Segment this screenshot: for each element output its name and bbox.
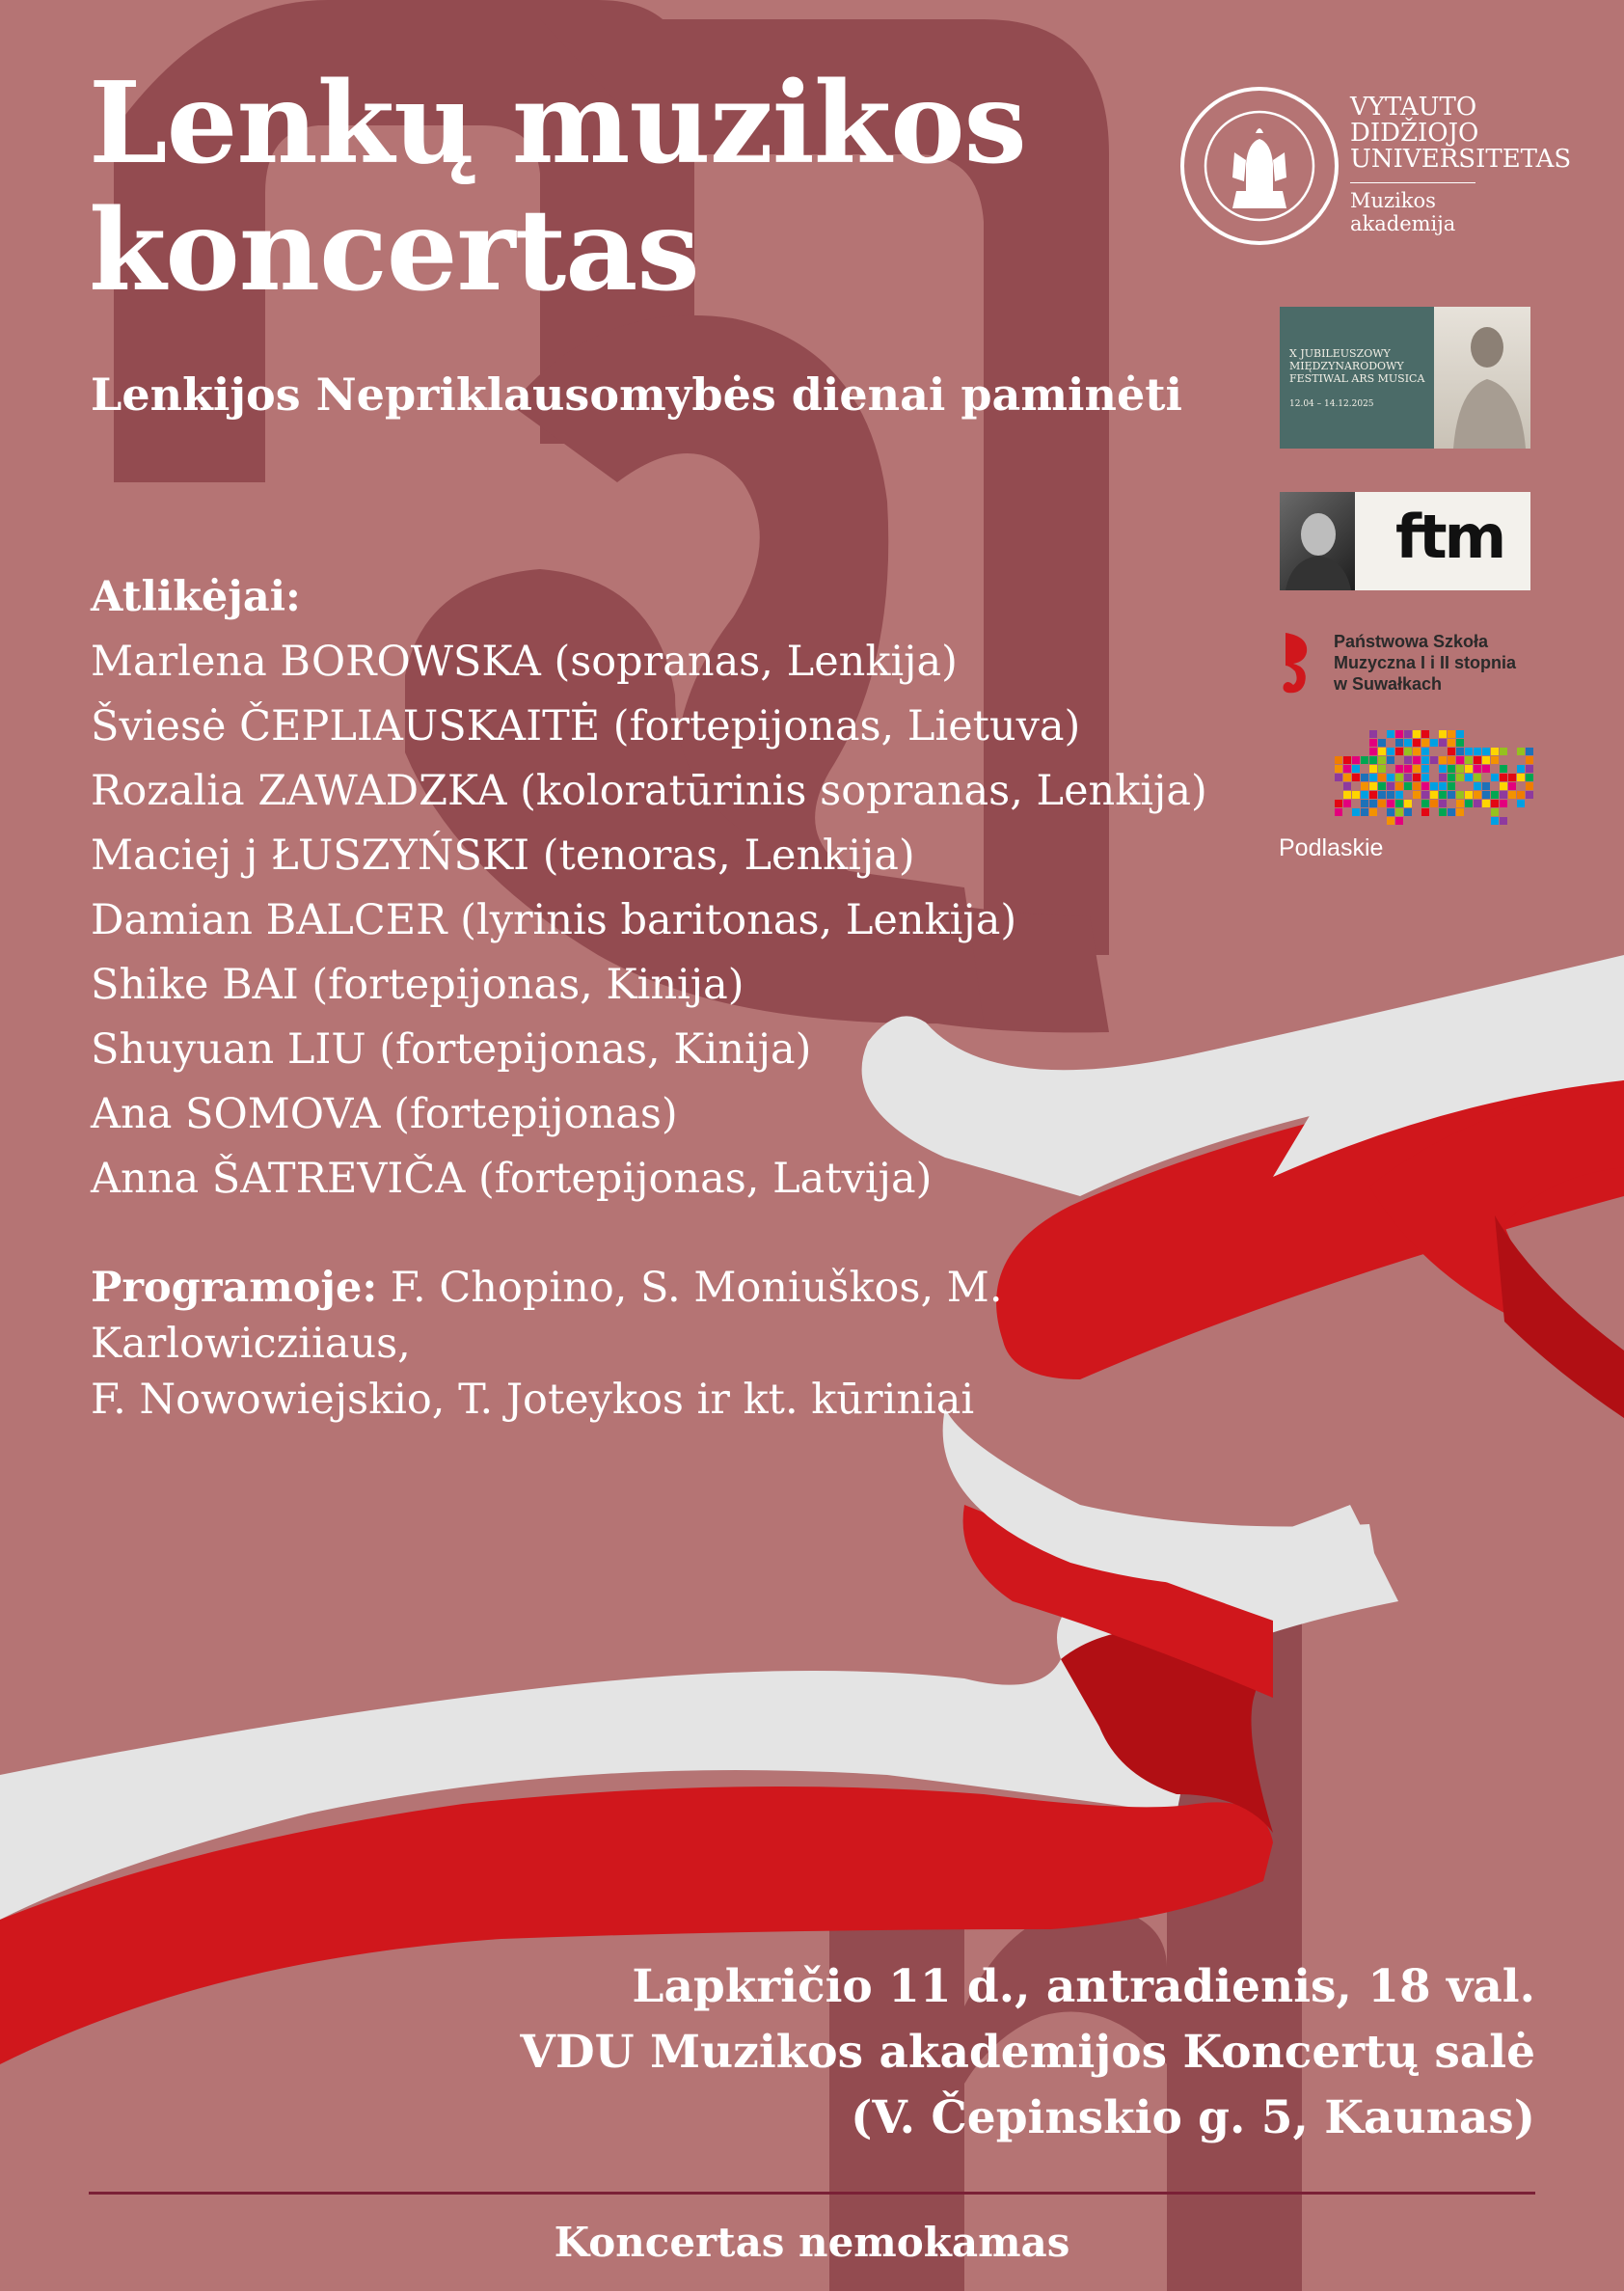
vdu-sub-2: akademija (1350, 212, 1456, 235)
mosaic-tile (1430, 791, 1438, 799)
mosaic-tile (1500, 791, 1507, 799)
mosaic-tile (1387, 817, 1394, 825)
mosaic-tile (1439, 774, 1447, 781)
mosaic-tile (1517, 800, 1525, 807)
ftm-mark: ftm (1395, 502, 1504, 572)
mosaic-tile (1404, 739, 1412, 747)
mosaic-tile (1439, 730, 1447, 738)
performer-item: Ana SOMOVA (fortepijonas) (91, 1090, 678, 1138)
mosaic-tile (1430, 800, 1438, 807)
mosaic-tile (1500, 782, 1507, 790)
mosaic-tile (1526, 782, 1533, 790)
mosaic-tile (1395, 774, 1403, 781)
mosaic-tile (1448, 756, 1455, 764)
mosaic-tile (1369, 800, 1377, 807)
mosaic-tile (1482, 782, 1490, 790)
mosaic-tile (1378, 756, 1386, 764)
mosaic-tile (1361, 774, 1368, 781)
mosaic-tile (1413, 791, 1421, 799)
podlaskie-wordmark: Podlaskie (1279, 834, 1384, 861)
mosaic-tile (1413, 782, 1421, 790)
vdu-logo-text (1350, 95, 1571, 235)
mosaic-tile (1378, 791, 1386, 799)
mosaic-tile (1413, 756, 1421, 764)
footer-note: Koncertas nemokamas (554, 2219, 1070, 2266)
event-datetime: Lapkričio 11 d., antradienis, 18 val. (632, 1960, 1535, 2013)
mosaic-tile (1395, 817, 1403, 825)
performer-item: Marlena BOROWSKA (sopranas, Lenkija) (91, 638, 958, 686)
vdu-seal-logo (1178, 85, 1340, 247)
mosaic-tile (1448, 748, 1455, 755)
mosaic-tile (1421, 765, 1429, 773)
mosaic-tile (1491, 774, 1499, 781)
program-line-2: F. Nowowiejskio, T. Joteykos ir kt. kūriniai (91, 1376, 975, 1424)
mosaic-tile (1343, 800, 1351, 807)
mosaic-tile (1343, 765, 1351, 773)
mosaic-tile (1491, 791, 1499, 799)
mosaic-tile (1413, 774, 1421, 781)
mosaic-tile (1421, 808, 1429, 816)
mosaic-tile (1404, 774, 1412, 781)
mosaic-tile (1421, 782, 1429, 790)
mosaic-tile (1404, 800, 1412, 807)
mosaic-tile (1526, 748, 1533, 755)
mosaic-tile (1526, 791, 1533, 799)
szkola-line-2: Muzyczna I i II stopnia (1334, 653, 1517, 672)
mosaic-tile (1369, 730, 1377, 738)
mosaic-tile (1335, 774, 1342, 781)
mosaic-tile (1387, 774, 1394, 781)
mosaic-tile (1404, 765, 1412, 773)
mosaic-tile (1465, 791, 1473, 799)
mosaic-tile (1491, 800, 1499, 807)
mosaic-tile (1465, 774, 1473, 781)
vdu-line-2: DIDŽIOJO (1350, 119, 1479, 148)
mosaic-tile (1456, 808, 1464, 816)
mosaic-tile (1526, 756, 1533, 764)
mosaic-tile (1474, 756, 1481, 764)
mosaic-tile (1395, 791, 1403, 799)
mosaic-tile (1343, 756, 1351, 764)
mosaic-tile (1343, 774, 1351, 781)
mosaic-tile (1448, 791, 1455, 799)
mosaic-tile (1491, 756, 1499, 764)
mosaic-tile (1448, 808, 1455, 816)
mosaic-tile (1439, 765, 1447, 773)
program-label: Programoje: (91, 1264, 378, 1312)
mosaic-tile (1500, 800, 1507, 807)
mosaic-tile (1369, 774, 1377, 781)
mosaic-tile (1352, 791, 1360, 799)
mosaic-tile (1413, 739, 1421, 747)
mosaic-tile (1421, 730, 1429, 738)
performer-item: Rozalia ZAWADZKA (koloratūrinis sopranas, Lenkija) (91, 767, 1207, 815)
mosaic-tile (1395, 782, 1403, 790)
performers-section (91, 565, 1207, 1212)
mosaic-tile (1500, 774, 1507, 781)
mosaic-tile (1448, 730, 1455, 738)
mosaic-tile (1448, 765, 1455, 773)
mosaic-tile (1517, 774, 1525, 781)
mosaic-tile (1439, 800, 1447, 807)
mosaic-tile (1430, 739, 1438, 747)
mosaic-tile (1387, 730, 1394, 738)
mosaic-tile (1500, 765, 1507, 773)
ars-musica-text (1289, 347, 1434, 385)
music-note-icon (1280, 627, 1314, 696)
mosaic-tile (1335, 800, 1342, 807)
mosaic-tile (1361, 756, 1368, 764)
mosaic-tile (1395, 730, 1403, 738)
mosaic-tile (1343, 782, 1351, 790)
portrait-photo (1280, 492, 1355, 590)
mosaic-tile (1361, 808, 1368, 816)
mosaic-tile (1395, 800, 1403, 807)
mosaic-tile (1343, 791, 1351, 799)
mosaic-tile (1413, 730, 1421, 738)
mosaic-tile (1517, 791, 1525, 799)
subtitle: Lenkijos Nepriklausomybės dienai paminėti (91, 368, 1182, 421)
podlaskie-logo (1279, 728, 1533, 863)
mosaic-tile (1378, 765, 1386, 773)
performers-heading: Atlikėjai: (91, 573, 301, 621)
mosaic-tile (1439, 739, 1447, 747)
mosaic-tile (1404, 730, 1412, 738)
mosaic-tile (1482, 756, 1490, 764)
program-line-1: F. Chopino, S. Moniuškos, M. Karlowicziiaus, (91, 1264, 1003, 1368)
mosaic-tile (1474, 800, 1481, 807)
performer-item: Damian BALCER (lyrinis baritonas, Lenkija) (91, 896, 1017, 944)
mosaic-tile (1500, 817, 1507, 825)
mosaic-tile (1361, 782, 1368, 790)
mosaic-tile (1491, 817, 1499, 825)
performer-item: Anna ŠATREVIČA (fortepijonas, Latvija) (91, 1155, 933, 1203)
performer-item: Shuyuan LIU (fortepijonas, Kinija) (91, 1025, 812, 1074)
performer-item: Shike BAI (fortepijonas, Kinija) (91, 961, 744, 1009)
mosaic-tile (1456, 800, 1464, 807)
mosaic-tile (1369, 791, 1377, 799)
music-school-logo (1280, 627, 1540, 696)
mosaic-tile (1361, 791, 1368, 799)
program-section (91, 1260, 1296, 1428)
szkola-line-3: w Suwałkach (1334, 674, 1443, 694)
performer-item: Šviesė ČEPLIAUSKAITĖ (fortepijonas, Lietuva) (91, 702, 1081, 750)
mosaic-tile (1456, 756, 1464, 764)
mosaic-tile (1404, 808, 1412, 816)
ftm-logo (1280, 492, 1530, 590)
mosaic-tile (1335, 756, 1342, 764)
mosaic-tile (1439, 808, 1447, 816)
mosaic-tile (1421, 756, 1429, 764)
mosaic-tile (1387, 791, 1394, 799)
mosaic-tile (1369, 748, 1377, 755)
mosaic-tile (1369, 739, 1377, 747)
ars-line-3: FESTIWAL ARS MUSICA (1289, 372, 1425, 385)
music-school-text (1334, 631, 1516, 695)
mosaic-tile (1491, 748, 1499, 755)
mosaic-tile (1456, 791, 1464, 799)
mosaic-tile (1526, 774, 1533, 781)
mosaic-tile (1456, 774, 1464, 781)
mosaic-tile (1474, 748, 1481, 755)
mosaic-tile (1517, 748, 1525, 755)
mosaic-tile (1395, 748, 1403, 755)
mosaic-tile (1421, 739, 1429, 747)
mosaic-tile (1421, 791, 1429, 799)
mosaic-tile (1395, 739, 1403, 747)
mosaic-tile (1421, 774, 1429, 781)
mosaic-tile (1387, 800, 1394, 807)
vdu-subunit (1350, 182, 1475, 235)
mosaic-tile (1378, 800, 1386, 807)
mosaic-tile (1352, 756, 1360, 764)
mosaic-tile (1482, 791, 1490, 799)
mosaic-tile (1517, 765, 1525, 773)
mosaic-tile (1369, 756, 1377, 764)
mosaic-tile (1378, 748, 1386, 755)
mosaic-tile (1465, 800, 1473, 807)
mosaic-tile (1413, 748, 1421, 755)
mosaic-tile (1500, 748, 1507, 755)
vdu-line-1: VYTAUTO (1350, 93, 1477, 122)
mosaic-tile (1430, 782, 1438, 790)
mosaic-tile (1369, 765, 1377, 773)
mosaic-tile (1369, 808, 1377, 816)
mosaic-tile (1474, 782, 1481, 790)
mosaic-tile (1465, 756, 1473, 764)
mosaic-tile (1439, 791, 1447, 799)
mosaic-tile (1352, 765, 1360, 773)
mosaic-tile (1404, 748, 1412, 755)
vdu-sub-1: Muzikos (1350, 189, 1436, 212)
mosaic-tile (1456, 748, 1464, 755)
mosaic-tile (1448, 774, 1455, 781)
mosaic-tile (1378, 774, 1386, 781)
mosaic-tile (1508, 782, 1516, 790)
mosaic-tile (1387, 748, 1394, 755)
mosaic-tile (1387, 808, 1394, 816)
mosaic-tile (1421, 800, 1429, 807)
mosaic-tile (1430, 756, 1438, 764)
event-info (520, 1954, 1535, 2151)
ars-line-2: MIĘDZYNARODOWY (1289, 360, 1404, 372)
footer-divider (89, 2192, 1535, 2195)
ars-musica-dates: 12.04 – 14.12.2025 (1289, 399, 1374, 409)
mosaic-tile (1387, 756, 1394, 764)
mosaic-tile (1395, 765, 1403, 773)
mosaic-tile (1526, 765, 1533, 773)
portrait-image (1434, 307, 1530, 449)
mosaic-tile (1378, 782, 1386, 790)
mosaic-tile (1448, 782, 1455, 790)
mosaic-tile (1508, 791, 1516, 799)
mosaic-tile (1421, 748, 1429, 755)
mosaic-tile (1439, 782, 1447, 790)
event-venue: VDU Muzikos akademijos Koncertų salė (520, 2026, 1535, 2079)
mosaic-tile (1465, 765, 1473, 773)
mosaic-tile (1361, 800, 1368, 807)
mosaic-tile (1448, 739, 1455, 747)
mosaic-tile (1335, 808, 1342, 816)
mosaic-tile (1395, 808, 1403, 816)
mosaic-tile (1413, 765, 1421, 773)
mosaic-tile (1474, 791, 1481, 799)
mosaic-tile (1404, 756, 1412, 764)
mosaic-tile (1456, 765, 1464, 773)
ars-musica-logo (1280, 307, 1530, 449)
mosaic-tile (1335, 765, 1342, 773)
mosaic-tile (1491, 808, 1499, 816)
mosaic-tile (1508, 774, 1516, 781)
mosaic-tile (1474, 774, 1481, 781)
mosaic-tile (1352, 808, 1360, 816)
vdu-line-3: UNIVERSITETAS (1350, 145, 1572, 174)
mosaic-tile (1378, 739, 1386, 747)
mosaic-tile (1474, 765, 1481, 773)
performer-item: Maciej j ŁUSZYŃSKI (tenoras, Lenkija) (91, 832, 915, 880)
mosaic-tile (1456, 739, 1464, 747)
title-text: Lenkų muzikos koncertas (89, 58, 1026, 316)
mosaic-tile (1465, 748, 1473, 755)
mosaic-tile (1482, 800, 1490, 807)
ars-line-1: X JUBILEUSZOWY (1289, 347, 1391, 360)
mosaic-tile (1439, 756, 1447, 764)
event-address: (V. Čepinskio g. 5, Kaunas) (851, 2091, 1535, 2144)
mosaic-tile (1482, 765, 1490, 773)
mosaic-tile (1352, 774, 1360, 781)
mosaic-tile (1387, 782, 1394, 790)
mosaic-tile (1369, 782, 1377, 790)
mosaic-tile (1456, 730, 1464, 738)
mosaic-tile (1482, 748, 1490, 755)
szkola-line-1: Państwowa Szkoła (1334, 632, 1489, 651)
mosaic-tile (1404, 782, 1412, 790)
